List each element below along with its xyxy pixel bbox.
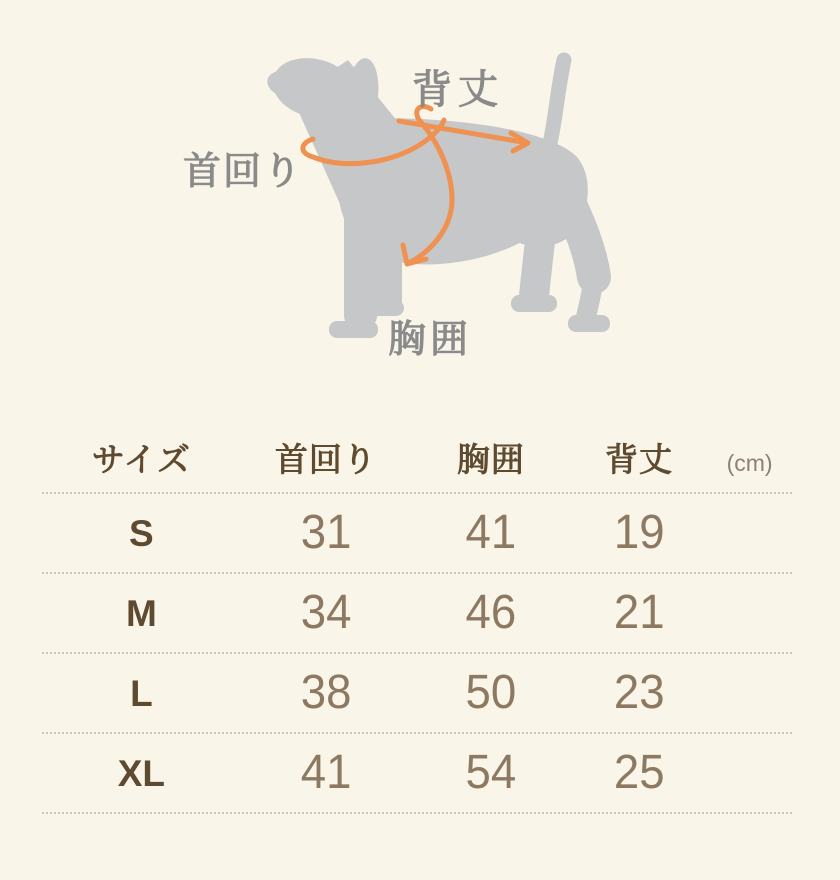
neck-label: 首回り — [182, 151, 303, 193]
table-row-s — [42, 494, 792, 574]
back-value: 21 — [613, 586, 665, 639]
chest-value: 46 — [465, 586, 517, 639]
size-label: M — [125, 592, 157, 634]
neck-value: 31 — [300, 506, 352, 559]
chest-label: 胸囲 — [387, 319, 472, 361]
back-length-label: 背丈 — [412, 68, 504, 112]
unit-label: (cm) — [726, 450, 773, 476]
table-row-m — [42, 574, 792, 654]
size-label: XL — [117, 752, 166, 794]
neck-value: 34 — [300, 586, 352, 639]
header-size: サイズ — [91, 441, 192, 478]
back-value: 23 — [613, 666, 665, 719]
size-table-header-row — [42, 427, 792, 494]
chest-value: 41 — [465, 506, 517, 559]
back-value: 25 — [613, 746, 665, 799]
neck-value: 38 — [300, 666, 352, 719]
table-row-xl — [42, 734, 792, 814]
chest-value: 54 — [465, 746, 517, 799]
size-label: S — [129, 512, 154, 554]
size-table — [42, 427, 792, 814]
header-back: 背丈 — [604, 441, 673, 478]
table-row-l — [42, 654, 792, 734]
header-neck: 首回り — [274, 441, 377, 478]
back-value: 19 — [613, 506, 665, 559]
chest-value: 50 — [465, 666, 517, 719]
dog-measurement-diagram — [0, 0, 840, 410]
size-label: L — [130, 672, 153, 714]
header-chest: 胸囲 — [456, 441, 525, 478]
neck-value: 41 — [300, 746, 352, 799]
